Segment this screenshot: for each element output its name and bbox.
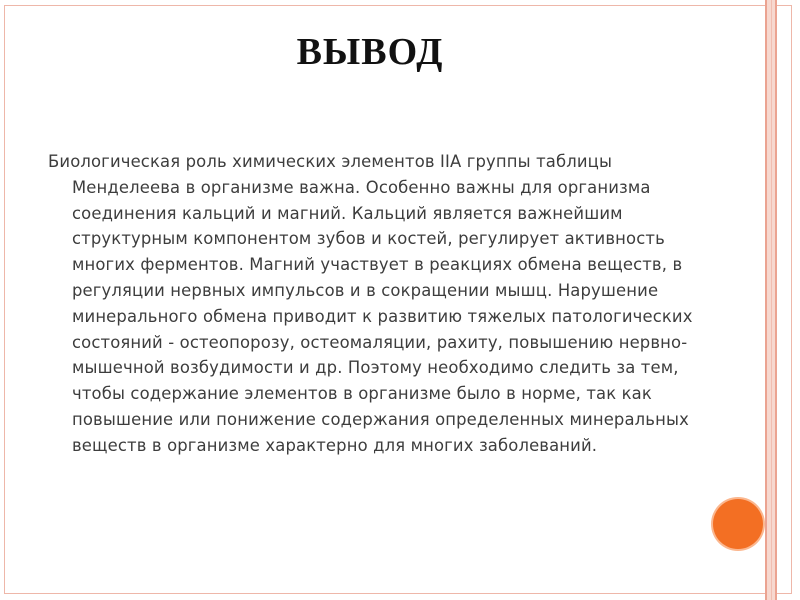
paragraph-line: Менделеева в организме важна. Особенно важны для организма: [72, 177, 651, 197]
paragraph-line: мышечной возбудимости и др. Поэтому необходимо следить за тем,: [72, 358, 679, 378]
right-bar-inner-line: [771, 0, 772, 600]
paragraph-line: минерального обмена приводит к развитию тяжелых патологических: [72, 306, 693, 326]
paragraph-line: повышение или понижение содержания определенных минеральных: [72, 409, 689, 429]
paragraph-line: Биологическая роль химических элементов IIA группы таблицы: [48, 152, 613, 171]
paragraph-line: структурным компонентом зубов и костей, регулирует активность: [72, 229, 665, 249]
paragraph-line: чтобы содержание элементов в организме было в норме, так как: [72, 384, 652, 404]
conclusion-paragraph: [48, 149, 748, 459]
paragraph-line: многих ферментов. Магний участвует в реакциях обмена веществ, в: [72, 255, 683, 275]
paragraph-line: веществ в организме характерно для многих заболеваний.: [72, 435, 598, 455]
paragraph-line: состояний - остеопорозу, остеомаляции, рахиту, повышению нервно-: [72, 332, 688, 352]
paragraph-line: соединения кальций и магний. Кальций является важнейшим: [72, 203, 623, 223]
orange-circle-decoration: [713, 499, 763, 549]
slide-title: ВЫВОД: [296, 31, 444, 73]
paragraph-line: регуляции нервных импульсов и в сокращении мышц. Нарушение: [72, 280, 659, 300]
right-decorative-bar: [765, 0, 777, 600]
